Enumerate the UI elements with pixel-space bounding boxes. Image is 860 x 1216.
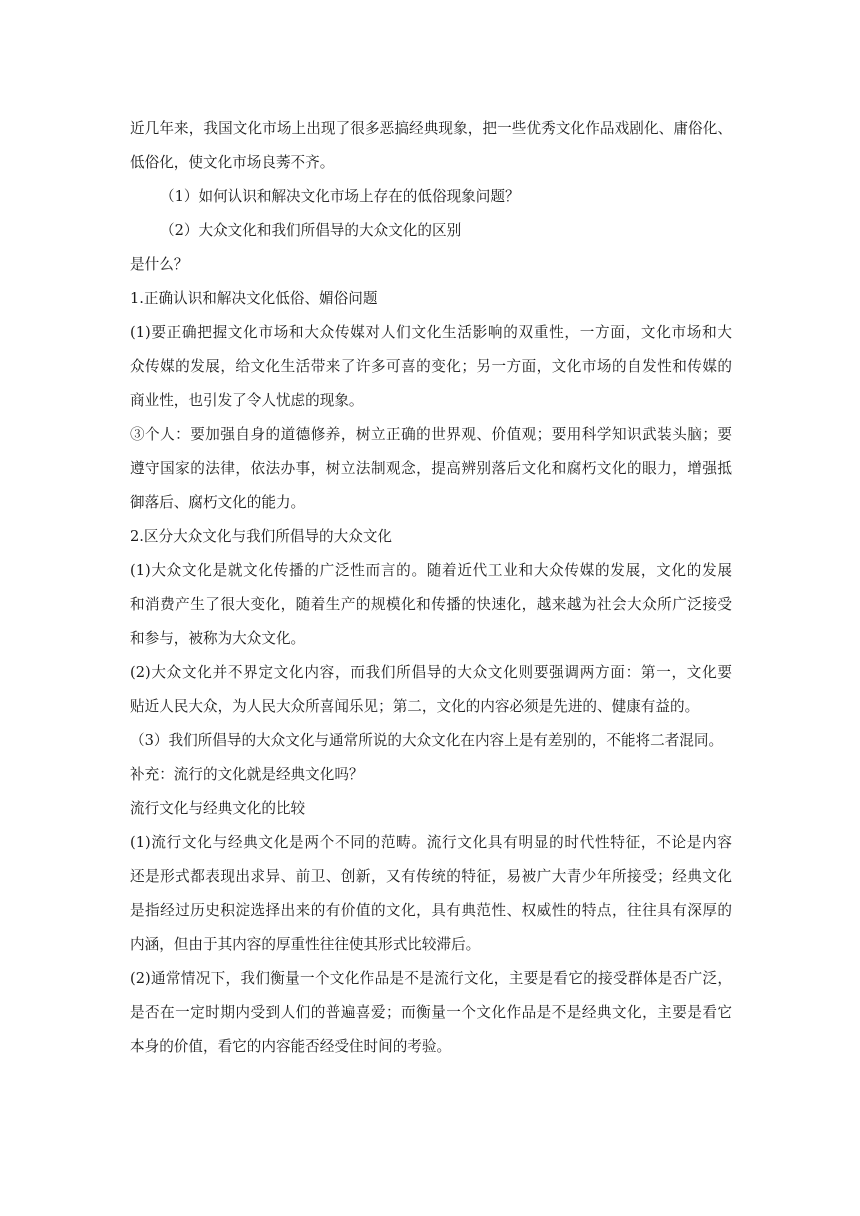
text-line: 众传媒的发展，给文化生活带来了许多可喜的变化；另一方面，文化市场的自发性和传媒的 <box>130 358 732 375</box>
text-line: (1)大众文化是就文化传播的广泛性而言的。随着近代工业和大众传媒的发展，文化的发展 <box>130 562 732 579</box>
text-line: 贴近人民大众，为人民大众所喜闻乐见；第二，文化的内容必须是先进的、健康有益的。 <box>130 698 700 715</box>
text-line: 内涵，但由于其内容的厚重性往往使其形式比较滞后。 <box>130 936 481 953</box>
text-line: 近几年来，我国文化市场上出现了很多恶搞经典现象，把一些优秀文化作品戏剧化、庸俗化、 <box>130 120 732 137</box>
text-line: 是什么？ <box>130 256 189 273</box>
section-heading-2: 2.区分大众文化与我们所倡导的大众文化 <box>130 528 393 545</box>
text-line: ③个人：要加强自身的道德修养，树立正确的世界观、价值观；要用科学知识武装头脑；要 <box>130 426 732 443</box>
text-line: 是指经过历史积淀选择出来的有价值的文化，具有典范性、权威性的特点，往往具有深厚的 <box>130 902 732 919</box>
text-line: 是否在一定时期内受到人们的普遍喜爱；而衡量一个文化作品是不是经典文化，主要是看它 <box>130 1004 732 1021</box>
text-line: 还是形式都表现出求异、前卫、创新，又有传统的特征，易被广大青少年所接受；经典文化 <box>130 868 732 885</box>
text-line: 商业性，也引发了令人忧虑的现象。 <box>130 392 364 409</box>
supplement-heading: 补充：流行的文化就是经典文化吗？ <box>130 766 364 783</box>
text-line: 御落后、腐朽文化的能力。 <box>130 494 306 511</box>
comparison-heading: 流行文化与经典文化的比较 <box>130 800 306 817</box>
document-body <box>130 112 732 1064</box>
text-line: (2)大众文化并不界定文化内容，而我们所倡导的大众文化则要强调两方面：第一，文化要 <box>130 664 732 681</box>
question-2: （2）大众文化和我们所倡导的大众文化的区别 <box>160 222 462 239</box>
text-line: 遵守国家的法律，依法办事，树立法制观念，提高辨别落后文化和腐朽文化的眼力，增强抵 <box>130 460 732 477</box>
text-line: (1)要正确把握文化市场和大众传媒对人们文化生活影响的双重性，一方面，文化市场和大 <box>130 324 732 341</box>
section-heading-1: 1.正确认识和解决文化低俗、媚俗问题 <box>130 290 378 307</box>
text-line: (2)通常情况下，我们衡量一个文化作品是不是流行文化，主要是看它的接受群体是否广泛， <box>130 970 732 987</box>
text-line: 本身的价值，看它的内容能否经受住时间的考验。 <box>130 1038 452 1055</box>
question-1: （1）如何认识和解决文化市场上存在的低俗现象问题？ <box>160 188 520 205</box>
text-line: （3）我们所倡导的大众文化与通常所说的大众文化在内容上是有差别的，不能将二者混同。 <box>130 732 724 749</box>
text-line: 低俗化，使文化市场良莠不齐。 <box>130 154 335 171</box>
text-line: 和参与，被称为大众文化。 <box>130 630 306 647</box>
text-line: (1)流行文化与经典文化是两个不同的范畴。流行文化具有明显的时代性特征，不论是内容 <box>130 834 732 851</box>
text-line: 和消费产生了很大变化，随着生产的规模化和传播的快速化，越来越为社会大众所广泛接受 <box>130 596 732 613</box>
